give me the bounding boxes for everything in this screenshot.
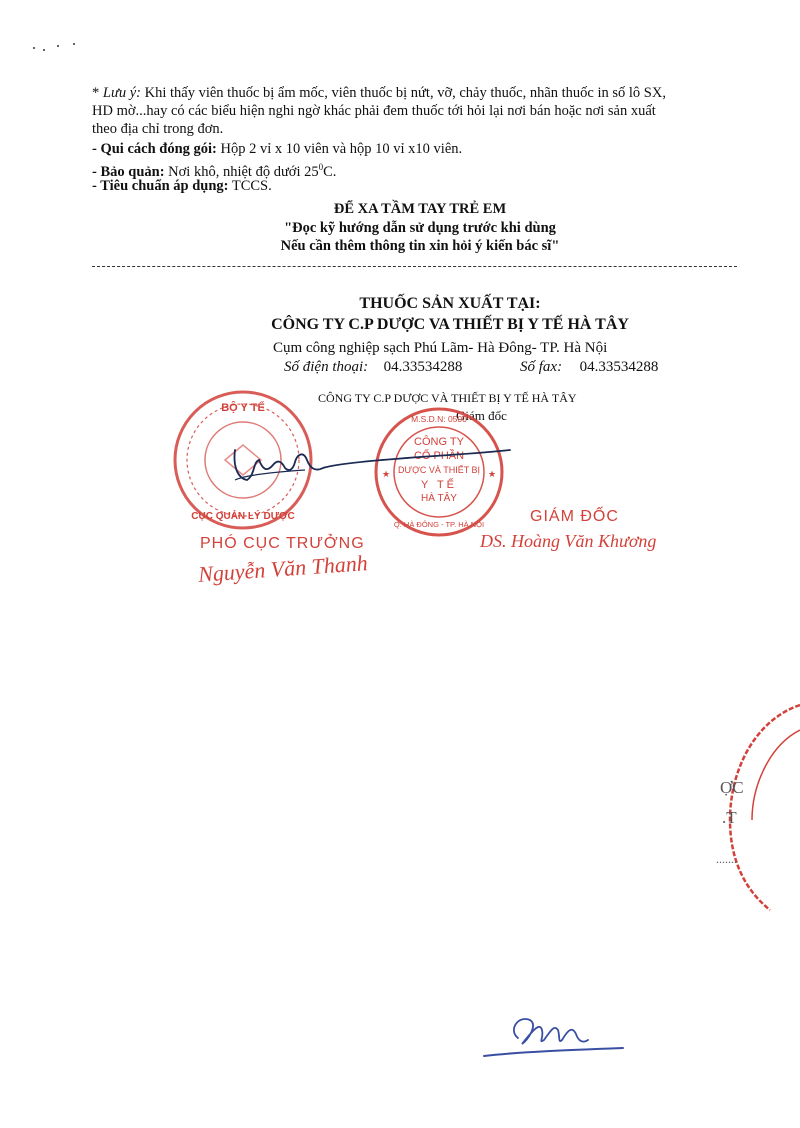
fax-label: Số fax:: [520, 359, 563, 375]
right-stamp-title: GIÁM ĐỐC: [530, 508, 619, 525]
center-seal-line-3: DƯỢC VÀ THIẾT BỊ: [397, 465, 481, 475]
center-seal-line-2: CỔ PHẦN: [413, 450, 465, 462]
standard-line: [92, 177, 272, 195]
signature-position: Giám đốc: [456, 408, 507, 423]
scan-specks: [30, 36, 90, 56]
center-seal-line-5: HÀ TÂY: [421, 493, 457, 504]
phone-label: Số điện thoại:: [284, 359, 369, 375]
manufacturer-address: Cụm công nghiệp sạch Phú Lãm- Hà Đông- TP. Hà Nội: [273, 340, 608, 356]
director-handwritten-signature: [215, 420, 525, 500]
left-seal-bottom-text: CỤC QUẢN LÝ DƯỢC: [191, 511, 295, 522]
center-seal-bottom-text: Q. HÀ ĐÔNG - TP. HÀ NỘI: [393, 520, 485, 529]
center-seal-line-4: Y TẾ: [420, 479, 458, 491]
left-seal-top-text: BỘ Y TẾ: [221, 402, 265, 414]
manufacturer-heading: THUỐC SẢN XUẤT TẠI:: [359, 295, 541, 312]
warning-read-instructions: "Đọc kỹ hướng dẫn sử dụng trước khi dùng: [284, 220, 556, 236]
manufacturer-company: CÔNG TY C.P DƯỢC VA THIẾT BỊ Y TẾ HÀ TÂY: [271, 316, 629, 333]
packaging-value: Hộp 2 vỉ x 10 viên và hộp 10 vỉ x10 viên.: [216, 141, 463, 157]
dashed-separator: [92, 266, 737, 267]
right-stamp-name: DS. Hoàng Văn Khương: [480, 531, 657, 551]
storage-unit: C.: [323, 163, 337, 180]
phone-value: 04.33534288: [383, 359, 463, 375]
bottom-initials-signature: [478, 1000, 628, 1070]
edge-fragment-line-1: ỢC: [720, 778, 744, 797]
edge-fragment-line-2: .T: [722, 808, 737, 827]
seal-star-left-icon: ★: [381, 469, 391, 479]
fax-value: 04.33534288: [579, 359, 659, 375]
left-stamp-title: PHÓ CỤC TRƯỞNG: [200, 535, 365, 552]
center-seal-line-1: CÔNG TY: [414, 436, 464, 448]
caution-prefix: *: [92, 85, 103, 101]
center-seal-ring-text: M.S.D.N: 0500: [411, 414, 467, 424]
caution-line-2: HD mờ...hay có các biểu hiện nghi ngờ khác phải đem thuốc tới hỏi lại nơi bán hoặc nơi sản xuất: [92, 103, 656, 119]
phone-row: [284, 358, 462, 376]
storage-label: - Bảo quản:: [92, 163, 165, 180]
caution-line-3: theo địa chỉ trong đơn.: [92, 121, 224, 137]
edge-fragment-line-3: .......: [716, 852, 737, 866]
standard-label: - Tiêu chuẩn áp dụng:: [92, 178, 229, 194]
left-stamp-name: Nguyễn Văn Thanh: [197, 550, 369, 587]
partial-edge-seal: [700, 700, 800, 920]
signature-company-line: CÔNG TY C.P DƯỢC VÀ THIẾT BỊ Y TẾ HÀ TÂY: [318, 391, 577, 405]
warning-heading: ĐỂ XA TẦM TAY TRẺ EM: [333, 201, 507, 217]
storage-degree: 0: [318, 162, 324, 172]
seal-star-right-icon: ★: [487, 469, 497, 479]
warning-ask-doctor: Nếu cần thêm thông tin xin hỏi ý kiến bác sĩ": [280, 238, 560, 254]
packaging-line: [92, 140, 462, 158]
caution-label: Lưu ý:: [102, 85, 141, 101]
packaging-label: - Qui cách đóng gói:: [92, 141, 217, 157]
standard-value: TCCS.: [228, 178, 272, 194]
storage-value: Nơi khô, nhiệt độ dưới 25: [164, 163, 319, 180]
caution-line-1: [92, 84, 666, 102]
caution-text-1: Khi thấy viên thuốc bị ẩm mốc, viên thuốc bị nứt, vỡ, chảy thuốc, nhãn thuốc in số lô SX,: [141, 85, 666, 101]
fax-row: [520, 358, 658, 376]
